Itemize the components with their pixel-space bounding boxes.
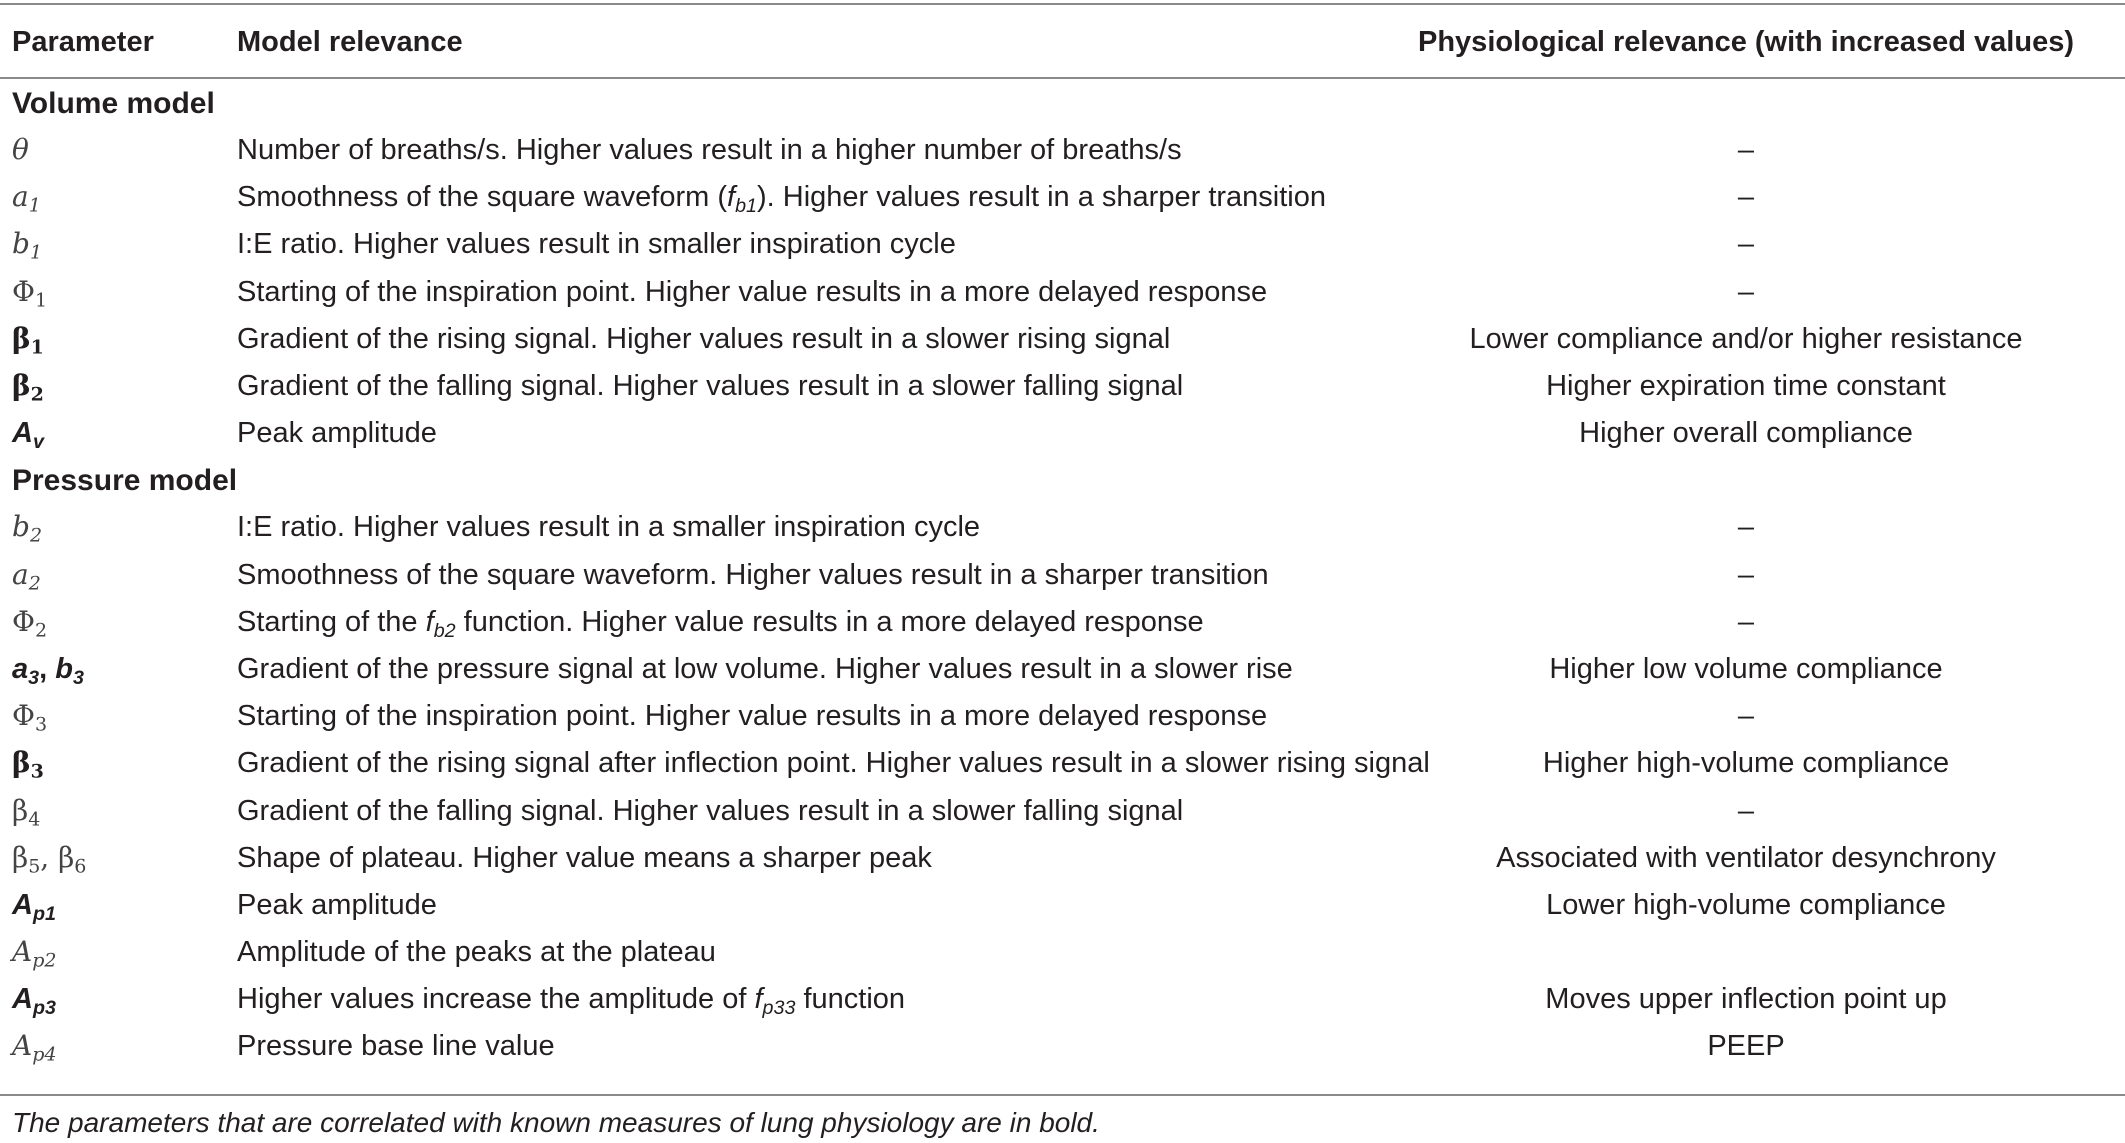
param-cell <box>0 740 237 787</box>
phys-cell: PEEP <box>1707 1030 1785 1063</box>
param-cell <box>0 929 237 976</box>
param-cell <box>0 646 237 693</box>
table-row <box>0 693 2125 740</box>
section-row-pressure <box>0 457 2125 504</box>
phys-cell: Higher overall compliance <box>1579 417 1913 450</box>
table-row <box>0 221 2125 268</box>
header-physiological-relevance: Physiological relevance (with increased values) <box>1418 25 2074 58</box>
param-symbol: $\beta_1$ <box>12 321 44 359</box>
phys-cell: Higher expiration time constant <box>1546 370 1946 403</box>
model-cell: Pressure base line value <box>237 1030 555 1063</box>
model-cell: Starting of the inspiration point. Higher value results in a more delayed response <box>237 275 1268 308</box>
phys-cell: Moves upper inflection point up <box>1545 983 1947 1016</box>
param-cell <box>0 787 237 834</box>
param-symbol: $A_v$ <box>12 417 44 454</box>
phys-cell: Lower compliance and/or higher resistance <box>1469 322 2023 355</box>
table-header-row <box>0 4 2125 80</box>
param-symbol: $a_3$, $b_3$ <box>12 652 84 689</box>
param-symbol: $\Phi_3$ <box>12 699 48 736</box>
model-cell: I:E ratio. Higher values result in smaller inspiration cycle <box>237 228 956 261</box>
param-symbol: $a_2$ <box>12 557 41 595</box>
table-row <box>0 1023 2125 1070</box>
phys-cell: – <box>1737 605 1755 638</box>
param-symbol: $A_{p2}$ <box>12 935 57 972</box>
table-row <box>0 835 2125 882</box>
param-cell <box>0 221 237 268</box>
model-cell: Starting of the inspiration point. Higher value results in a more delayed response <box>237 700 1268 733</box>
model-cell: Gradient of the rising signal. Higher values result in a slower rising signal <box>237 322 1171 355</box>
model-cell: Number of breaths/s. Higher values result in a higher number of breaths/s <box>237 134 1182 167</box>
model-cell: Higher values increase the amplitude of $f_{p33}$ function <box>237 983 906 1020</box>
table-row <box>0 504 2125 551</box>
param-cell <box>0 835 237 882</box>
param-cell <box>0 599 237 646</box>
param-symbol: $\beta_4$ <box>12 793 41 831</box>
param-cell <box>0 363 237 410</box>
param-cell <box>0 504 237 551</box>
table-row <box>0 363 2125 410</box>
phys-cell: – <box>1737 700 1755 733</box>
table-row <box>0 882 2125 929</box>
model-cell: Gradient of the rising signal after inflection point. Higher values result in a slower rising signal <box>237 747 1430 780</box>
param-symbol: $b_2$ <box>12 510 43 548</box>
section-title-volume: Volume model <box>12 86 215 120</box>
param-cell <box>0 693 237 740</box>
section-row-volume <box>0 80 2125 127</box>
param-symbol: $b_1$ <box>12 227 43 265</box>
model-cell: Peak amplitude <box>237 417 437 450</box>
section-title-pressure: Pressure model <box>12 463 238 497</box>
param-symbol: $\beta_3$ <box>12 746 44 784</box>
param-symbol: $\Phi_1$ <box>12 274 48 312</box>
param-symbol: $A_{p3}$ <box>12 983 56 1020</box>
param-symbol: $a_1$ <box>12 180 41 217</box>
param-symbol: $\Phi_2$ <box>12 604 48 642</box>
phys-cell: Associated with ventilator desynchrony <box>1496 841 1996 874</box>
header-parameter: Parameter <box>12 25 154 58</box>
table-row <box>0 127 2125 174</box>
parameter-table <box>0 4 2125 1071</box>
table-row <box>0 552 2125 599</box>
model-cell: Smoothness of the square waveform. Higher values result in a sharper transition <box>237 558 1269 591</box>
table-row <box>0 929 2125 976</box>
model-cell: Amplitude of the peaks at the plateau <box>237 936 716 969</box>
param-cell <box>0 882 237 929</box>
phys-cell: – <box>1737 134 1755 167</box>
model-cell: I:E ratio. Higher values result in a smaller inspiration cycle <box>237 511 981 544</box>
param-cell <box>0 1023 237 1070</box>
model-cell: Gradient of the falling signal. Higher values result in a slower falling signal <box>237 370 1184 403</box>
table-row <box>0 976 2125 1023</box>
phys-cell: – <box>1737 794 1755 827</box>
param-symbol: θ <box>12 133 29 167</box>
param-cell <box>0 174 237 221</box>
table-row <box>0 740 2125 787</box>
table-row <box>0 599 2125 646</box>
phys-cell: – <box>1737 511 1755 544</box>
phys-cell: – <box>1737 275 1755 308</box>
phys-cell: Higher high-volume compliance <box>1542 747 1950 780</box>
table-row <box>0 316 2125 363</box>
param-symbol: $\beta_5$, $\beta_6$ <box>12 840 87 878</box>
table-row <box>0 410 2125 457</box>
phys-cell: Lower high-volume compliance <box>1546 888 1946 921</box>
table-bottom-rule <box>0 1094 2125 1096</box>
phys-cell: – <box>1737 228 1755 261</box>
param-cell <box>0 127 237 174</box>
model-cell: Shape of plateau. Higher value means a sharper peak <box>237 841 932 874</box>
phys-cell: – <box>1737 181 1755 214</box>
model-cell: Peak amplitude <box>237 888 437 921</box>
table-row <box>0 646 2125 693</box>
table-row <box>0 174 2125 221</box>
table-row <box>0 787 2125 834</box>
param-cell <box>0 976 237 1023</box>
param-cell <box>0 410 237 457</box>
param-cell <box>0 316 237 363</box>
param-symbol: $A_{p4}$ <box>12 1029 57 1067</box>
model-cell: Gradient of the pressure signal at low volume. Higher values result in a slower rise <box>237 652 1293 685</box>
phys-cell <box>1367 929 2125 976</box>
param-cell <box>0 269 237 316</box>
header-model-relevance: Model relevance <box>237 25 463 58</box>
model-cell: Gradient of the falling signal. Higher values result in a slower falling signal <box>237 794 1184 827</box>
model-cell: Starting of the $f_{b2}$ function. Higher value results in a more delayed response <box>237 605 1204 642</box>
param-cell <box>0 552 237 599</box>
model-cell: Smoothness of the square waveform $(f_{b1})$. Higher values result in a sharper transition <box>237 181 1326 218</box>
phys-cell: Higher low volume compliance <box>1549 652 1943 685</box>
table-footnote: The parameters that are correlated with known measures of lung physiology are in bold. <box>12 1107 1100 1138</box>
table-row <box>0 269 2125 316</box>
param-symbol: $A_{p1}$ <box>12 888 56 925</box>
param-symbol: $\beta_2$ <box>12 369 44 406</box>
phys-cell: – <box>1737 558 1755 591</box>
